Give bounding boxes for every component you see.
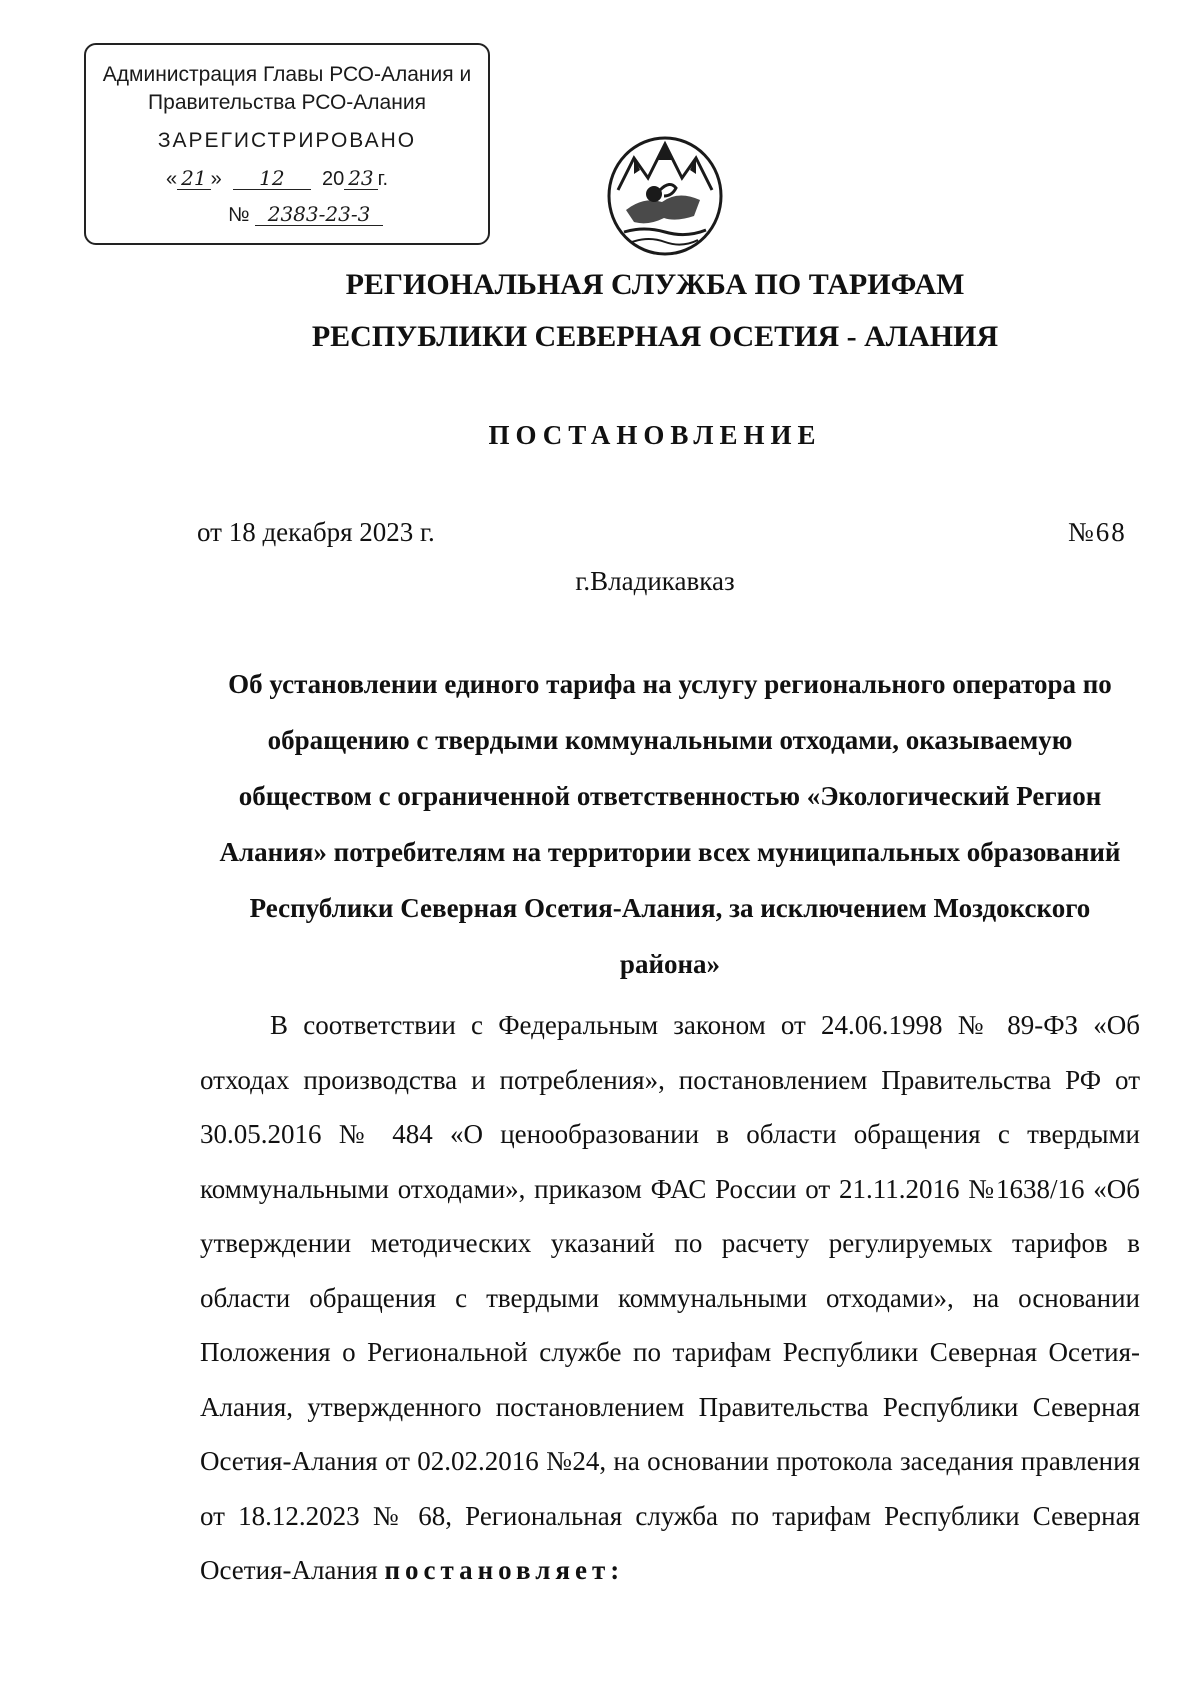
title-line: Республики Северная Осетия-Алания, за исключением Моздокского [249, 893, 1091, 923]
stamp-date [166, 167, 388, 191]
stamp-number-value: 2383-23-3 [255, 203, 383, 226]
document-type-heading: ПОСТАНОВЛЕНИЕ [488, 420, 822, 450]
coat-of-arms-emblem-icon [604, 130, 726, 258]
title-line: обществом с ограниченной ответственностью «Экологический Регион [238, 781, 1102, 811]
preamble-text: В соответствии с Федеральным законом от 24.06.1998 № 89-ФЗ «Об отходах производства и потребления», постановлением Правительства РФ от 30.05.2016 № 484 «О ценообразовании в области обращения с твердыми коммунальными отходами», приказом ФАС России от 21.11.2016 №1638/16 «Об утверждении методических указаний по расчету регулируемых тарифов в области обращения с твердыми коммунальными отходами», на основании Положения о Региональной службе по тарифам Республики Северная Осетия-Алания, утвержденного постановлением Правительства Республики Северная Осетия-Алания от 02.02.2016 №24, на основании протокола заседания правления от 18.12.2023 № 68, Региональная служба по тарифам Республики Северная Осетия-Алания [200, 1010, 1140, 1585]
stamp-org-line2: Правительства РСО-Алания [148, 91, 426, 114]
title-line: Алания» потребителям на территории всех муниципальных образований [219, 837, 1121, 867]
stamp-number [228, 203, 383, 227]
document-title [190, 656, 1150, 992]
stamp-number-label: № [228, 204, 250, 226]
organization-name-line1: РЕГИОНАЛЬНАЯ СЛУЖБА ПО ТАРИФАМ [345, 268, 965, 301]
stamp-date-month: 12 [233, 167, 311, 190]
document-city: г.Владикавказ [575, 566, 735, 596]
preamble-paragraph [200, 998, 1140, 1598]
title-line: района» [619, 949, 721, 979]
title-line: обращению с твердыми коммунальными отходами, оказываемую [267, 725, 1073, 755]
document-number: №68 [1068, 517, 1127, 547]
stamp-registered-label: ЗАРЕГИСТРИРОВАНО [157, 129, 417, 152]
stamp-date-year-prefix: 20 [321, 168, 345, 190]
stamp-date-year-unit: г. [377, 168, 389, 190]
stamp-date-year-suffix: 23 [344, 167, 377, 190]
stamp-date-day: 21 [177, 167, 210, 190]
stamp-org-line1: Администрация Главы РСО-Алания и [102, 63, 472, 86]
organization-name-line2: РЕСПУБЛИКИ СЕВЕРНАЯ ОСЕТИЯ - АЛАНИЯ [311, 320, 999, 353]
title-line: Об установлении единого тарифа на услугу регионального оператора по [228, 669, 1112, 699]
resolves-keyword: постановляет: [384, 1555, 625, 1585]
document-date: от 18 декабря 2023 г. [197, 517, 435, 547]
stamp-date-close-quote: » [210, 168, 222, 190]
stamp-date-open-quote: « [166, 168, 178, 190]
registration-stamp [84, 43, 490, 245]
